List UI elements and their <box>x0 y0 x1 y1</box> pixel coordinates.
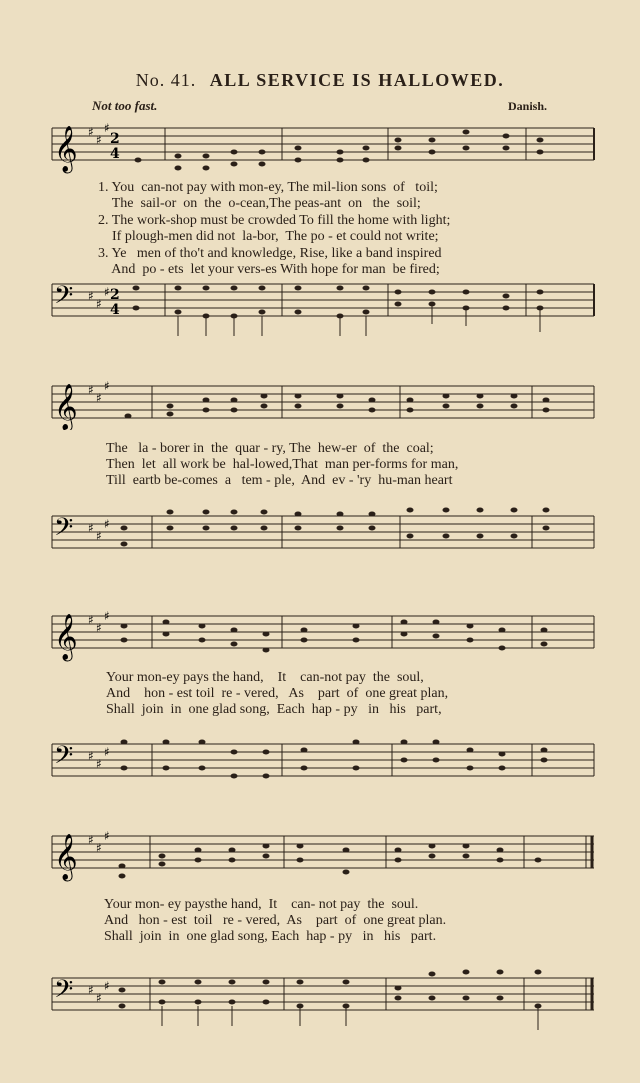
svg-text:♯: ♯ <box>88 833 94 847</box>
bass-staff-4 <box>0 962 640 1042</box>
lyric-line: The sail-or on the o-cean,The peas-ant on the soil; <box>98 196 421 211</box>
svg-text:♯: ♯ <box>104 121 110 135</box>
svg-text:♯: ♯ <box>104 829 110 843</box>
svg-text:♯: ♯ <box>96 529 102 543</box>
lyric-line: And hon - est toil re - vered, As part of one great plan, <box>106 686 449 701</box>
treble-staff-4 <box>0 820 640 890</box>
svg-text:♯: ♯ <box>96 391 102 405</box>
treble-clef-icon: 𝄞 <box>54 614 78 660</box>
treble-clef-icon: 𝄞 <box>54 384 78 430</box>
lyric-line: If plough-men did not la-bor, The po - et could not write; <box>98 229 439 244</box>
svg-text:♯: ♯ <box>96 991 102 1005</box>
svg-text:♯: ♯ <box>88 749 94 763</box>
svg-text:♯: ♯ <box>88 125 94 139</box>
hymn-title: ALL SERVICE IS HALLOWED. <box>209 70 505 90</box>
composer-credit: Danish. <box>508 99 548 113</box>
svg-text:♯: ♯ <box>96 297 102 311</box>
hymn-number: No. 41. <box>135 70 197 90</box>
lyric-line: And hon - est toil re - vered, As part of one great plan. <box>104 913 447 928</box>
bass-staff-1 <box>0 274 640 344</box>
svg-text:2: 2 <box>110 287 120 303</box>
svg-text:2: 2 <box>110 131 120 147</box>
bass-staff-2 <box>0 500 640 560</box>
svg-text:♯: ♯ <box>104 979 110 993</box>
svg-text:♯: ♯ <box>88 289 94 303</box>
lyric-line: And po - ets let your vers-es With hope for man be fired; <box>98 262 440 277</box>
bass-clef-icon: 𝄢 <box>54 741 74 776</box>
lyric-line: The la - borer in the quar - ry, The hew-er of the coal; <box>106 441 434 456</box>
bass-staff-3 <box>0 728 640 798</box>
svg-text:♯: ♯ <box>104 379 110 393</box>
lyric-line: Then let all work be hal-lowed,That man per-forms for man, <box>106 457 459 472</box>
svg-text:♯: ♯ <box>96 621 102 635</box>
treble-clef-icon: 𝄞 <box>54 126 78 172</box>
treble-staff-2 <box>0 370 640 430</box>
svg-text:♯: ♯ <box>104 517 110 531</box>
treble-clef-icon: 𝄞 <box>54 834 78 880</box>
svg-text:♯: ♯ <box>96 841 102 855</box>
lyric-line: Your mon- ey paysthe hand, It can- not pay the soul. <box>104 897 419 912</box>
svg-text:♯: ♯ <box>96 757 102 771</box>
lyric-line: Shall join in one glad song, Each hap - py in his part. <box>104 929 437 944</box>
svg-text:♯: ♯ <box>88 383 94 397</box>
hymn-heading <box>0 70 640 91</box>
svg-text:♯: ♯ <box>104 745 110 759</box>
bass-clef-icon: 𝄢 <box>54 975 74 1010</box>
svg-text:4: 4 <box>110 146 120 162</box>
treble-staff-3 <box>0 600 640 670</box>
svg-text:♯: ♯ <box>104 285 110 299</box>
svg-text:♯: ♯ <box>88 613 94 627</box>
svg-text:♯: ♯ <box>104 609 110 623</box>
lyric-line: Till eartb be-comes a tem - ple, And ev - 'ry hu-man heart <box>106 473 453 488</box>
tempo-marking: Not too fast. <box>92 98 158 113</box>
bass-clef-icon: 𝄢 <box>54 513 74 548</box>
lyric-line: 3. Ye men of tho't and knowledge, Rise, like a band inspired <box>98 246 442 261</box>
svg-text:♯: ♯ <box>96 133 102 147</box>
lyric-line: Shall join in one glad song, Each hap - py in his part, <box>106 702 442 717</box>
lyric-line: Your mon-ey pays the hand, It can-not pay the soul, <box>106 670 424 685</box>
bass-clef-icon: 𝄢 <box>54 281 74 316</box>
svg-text:♯: ♯ <box>88 983 94 997</box>
svg-text:4: 4 <box>110 302 120 318</box>
svg-text:♯: ♯ <box>88 521 94 535</box>
lyric-line: 1. You can-not pay with mon-ey, The mil-lion sons of toil; <box>98 180 438 195</box>
treble-staff-1 <box>0 118 640 178</box>
lyric-line: 2. The work-shop must be crowded To fill the home with light; <box>98 213 451 228</box>
